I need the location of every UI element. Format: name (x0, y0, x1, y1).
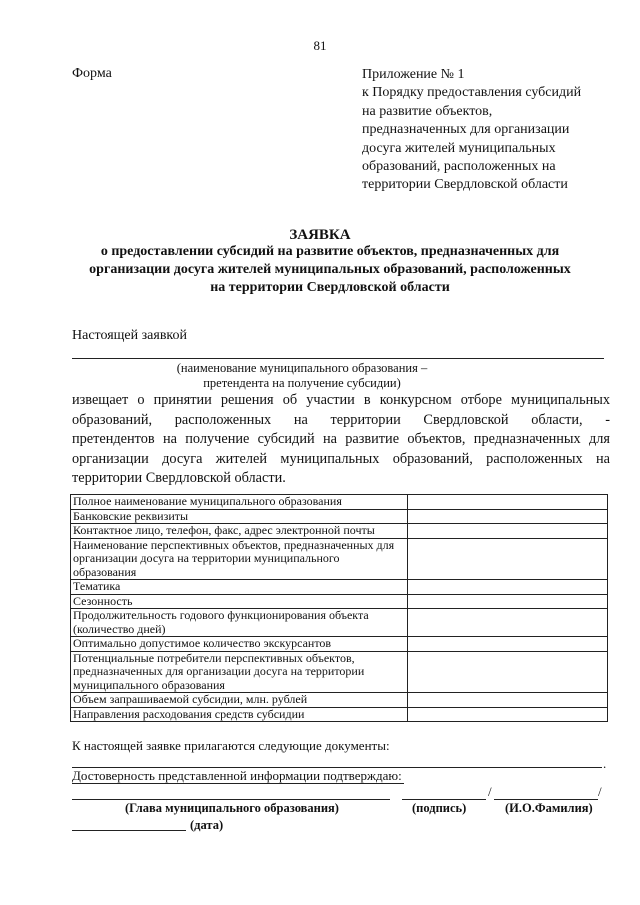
table-row (71, 707, 608, 722)
table-row-value[interactable] (408, 538, 608, 580)
table-row (71, 524, 608, 539)
signature-slash: / (488, 784, 492, 799)
table-row (71, 538, 608, 580)
table-row-value[interactable] (408, 524, 608, 539)
subtitle-line: о предоставлении субсидий на развитие объектов, предназначенных для (100, 244, 560, 259)
date-line (72, 830, 186, 831)
paragraph-line: извещает о принятии решения об участии в конкурсном отборе муниципальных (72, 392, 610, 408)
table-row-label: Объем запрашиваемой субсидии, млн. рублей (71, 693, 408, 708)
table-row-label: Полное наименование муниципального образования (71, 495, 408, 510)
name-slash: / (598, 784, 602, 799)
application-table (70, 494, 608, 722)
appendix-line: досуга жителей муниципальных (362, 140, 556, 156)
table-row-label: Наименование перспективных объектов, предназначенных для организации досуга на территории муниципального образования (71, 538, 408, 580)
head-signature-line (72, 799, 390, 800)
table-row-value[interactable] (408, 609, 608, 637)
table-row-value[interactable] (408, 594, 608, 609)
table-row (71, 509, 608, 524)
table-row (71, 651, 608, 693)
name-caption: (И.О.Фамилия) (505, 801, 593, 815)
name-line (494, 799, 598, 800)
appendix-line: Приложение № 1 (362, 67, 465, 82)
attached-documents-period: . (603, 756, 607, 771)
table-row (71, 594, 608, 609)
page-number: 81 (313, 38, 327, 53)
appendix-line: на развитие объектов, (362, 103, 493, 119)
table-row-value[interactable] (408, 509, 608, 524)
paragraph-line: претендентов на получение субсидий на развитие объектов, предназначенных для (72, 431, 610, 447)
table-row-label: Потенциальные потребители перспективных объектов, предназначенных для организации досуга на территории муниципального образования (71, 651, 408, 693)
table-row-value[interactable] (408, 693, 608, 708)
paragraph-line: образований, расположенных на территории Свердловской области, - (72, 411, 610, 428)
table-row-label: Сезонность (71, 594, 408, 609)
subtitle-line: на территории Свердловской области (210, 280, 450, 295)
appendix-line: образований, расположенных на (362, 159, 556, 175)
table-row (71, 580, 608, 595)
sign-caption: (подпись) (412, 801, 467, 815)
subtitle-line: организации досуга жителей муниципальных образований, расположенных (89, 262, 571, 277)
document-subtitle (60, 243, 600, 297)
table-row-value[interactable] (408, 580, 608, 595)
table-row-label: Направления расходования средств субсидии (71, 707, 408, 722)
date-caption: (дата) (190, 818, 224, 832)
intro-text: Настоящей заявкой (72, 328, 188, 343)
table-row-value[interactable] (408, 707, 608, 722)
appendix-line: территории Свердловской области (362, 177, 568, 193)
municipality-caption (72, 361, 532, 391)
confirmation-label: Достоверность представленной информации подтверждаю: (72, 768, 402, 783)
appendix-line: к Порядку предоставления субсидий (362, 85, 582, 101)
caption-line: претендента на получение субсидии) (203, 376, 401, 390)
table-row-label: Контактное лицо, телефон, факс, адрес электронной почты (71, 524, 408, 539)
table-row-value[interactable] (408, 495, 608, 510)
caption-line: (наименование муниципального образования – (176, 361, 428, 375)
table-row (71, 495, 608, 510)
table-row-label: Продолжительность годового функционирования объекта (количество дней) (71, 609, 408, 637)
confirmation-underline (72, 783, 404, 784)
appendix-block (362, 66, 622, 195)
table-row (71, 609, 608, 637)
table-row (71, 637, 608, 652)
attached-documents-label: К настоящей заявке прилагаются следующие документы: (72, 738, 390, 753)
table-row-label: Оптимально допустимое количество экскурсантов (71, 637, 408, 652)
table-row-label: Банковские реквизиты (71, 509, 408, 524)
signature-line (402, 799, 486, 800)
table-row-label: Тематика (71, 580, 408, 595)
appendix-line: предназначенных для организации (362, 122, 570, 138)
document-title: ЗАЯВКА (289, 227, 351, 243)
paragraph-line: организации досуга жителей муниципальных образований, расположенных на (72, 450, 610, 467)
table-row-value[interactable] (408, 637, 608, 652)
form-label: Форма (72, 66, 112, 81)
body-paragraph (72, 391, 610, 489)
head-caption: (Глава муниципального образования) (125, 801, 339, 815)
municipality-name-line (72, 358, 604, 359)
table-row (71, 693, 608, 708)
paragraph-line: территории Свердловской области. (72, 470, 286, 486)
table-row-value[interactable] (408, 651, 608, 693)
